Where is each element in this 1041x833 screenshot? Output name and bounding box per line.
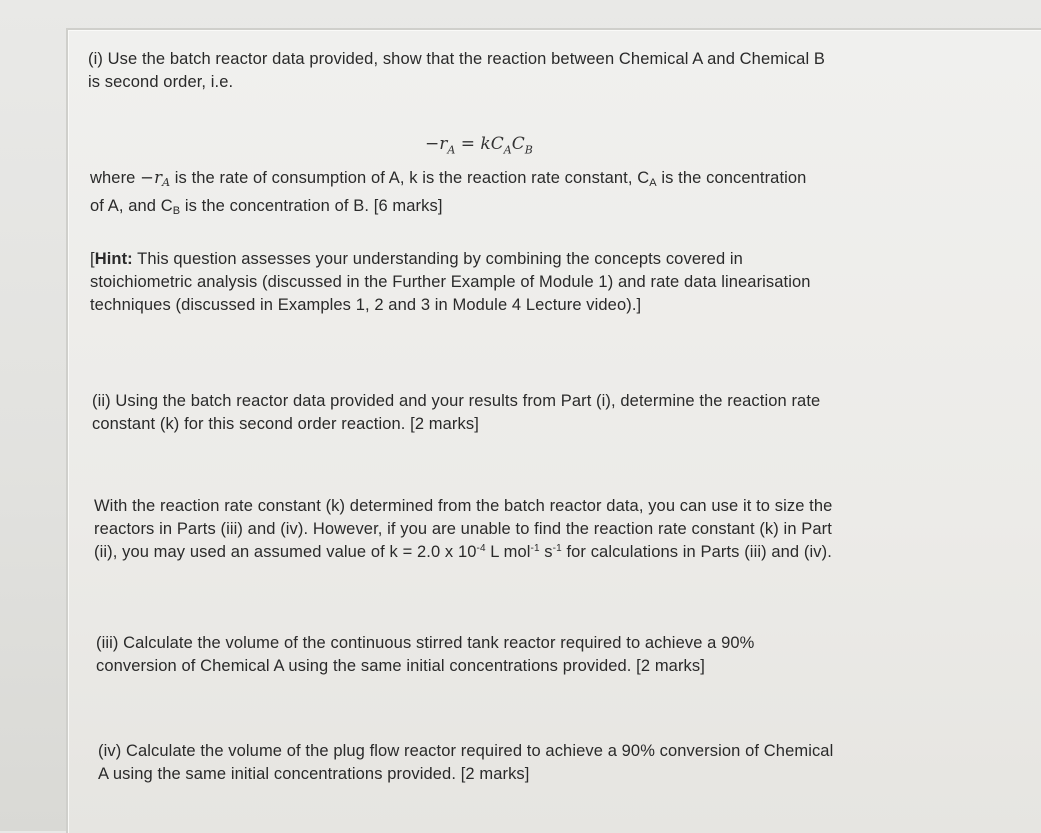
note-text-a: (ii), you may used an assumed value of k = 2.0 x 10 bbox=[94, 543, 477, 561]
definitions-line-2 bbox=[90, 195, 921, 223]
hint-line-2: stoichiometric analysis (discussed in the Further Example of Module 1) and rate data linearisation bbox=[90, 273, 811, 291]
part-iii-question bbox=[96, 632, 921, 678]
note-line-1: With the reaction rate constant (k) determined from the batch reactor data, you can use it to size the bbox=[94, 497, 833, 515]
part-iv-question bbox=[98, 740, 921, 786]
def-ca-sub: A bbox=[649, 177, 657, 189]
def-minus: − bbox=[140, 168, 155, 187]
eq-r: r bbox=[439, 134, 448, 154]
def-cb-sub: B bbox=[172, 205, 181, 217]
note-text-d: for calculations in Parts (iii) and (iv). bbox=[561, 543, 832, 561]
note-exp-2: -1 bbox=[530, 543, 540, 554]
part-iv-line-1: (iv) Calculate the volume of the plug flow reactor required to achieve a 90% conversion of Chemical bbox=[98, 742, 834, 760]
part-iii-line-2: conversion of Chemical A using the same initial concentrations provided. [2 marks] bbox=[96, 657, 705, 675]
eq-k: k bbox=[480, 134, 491, 154]
eq-c-a: C bbox=[490, 134, 504, 154]
part-ii-line-1: (ii) Using the batch reactor data provided and your results from Part (i), determine the reaction rate bbox=[92, 392, 821, 410]
def-text-2: is the concentration bbox=[656, 169, 807, 187]
eq-sub-a: A bbox=[447, 143, 456, 157]
eq-c-a-sub: A bbox=[503, 143, 512, 157]
definitions-line-1 bbox=[90, 166, 921, 195]
def-text-3: of A, and C bbox=[90, 197, 173, 215]
note-text-c: s bbox=[539, 543, 553, 561]
part-i-question bbox=[88, 48, 921, 94]
def-where: where bbox=[90, 169, 141, 187]
eq-equals: = bbox=[455, 134, 481, 154]
eq-c-b-sub: B bbox=[524, 143, 533, 157]
variable-definitions bbox=[90, 166, 921, 223]
hint-line-3: techniques (discussed in Examples 1, 2 and 3 in Module 4 Lecture video).] bbox=[90, 296, 642, 314]
part-ii-line-2: constant (k) for this second order reaction. [2 marks] bbox=[92, 415, 479, 433]
eq-c-b: C bbox=[511, 134, 525, 154]
part-i-line-2: is second order, i.e. bbox=[88, 73, 234, 91]
hint-paragraph bbox=[90, 248, 921, 317]
def-text-1: is the rate of consumption of A, k is the reaction rate constant, C bbox=[170, 169, 650, 187]
note-exp-3: -1 bbox=[552, 543, 562, 554]
part-ii-question bbox=[92, 390, 921, 436]
def-r: r bbox=[154, 168, 163, 187]
assumed-value-note bbox=[94, 495, 921, 564]
note-line-3 bbox=[94, 541, 921, 564]
def-r-sub: A bbox=[162, 176, 171, 189]
note-exp-1: -4 bbox=[476, 543, 486, 554]
hint-bracket: [ bbox=[90, 250, 95, 268]
note-line-2: reactors in Parts (iii) and (iv). However, if you are unable to find the reaction rate constant (k) in Part bbox=[94, 520, 832, 538]
hint-line-1 bbox=[90, 248, 921, 271]
eq-minus: − bbox=[425, 134, 440, 154]
def-text-4: is the concentration of B. [6 marks] bbox=[180, 197, 443, 215]
hint-label: Hint: bbox=[94, 250, 133, 268]
note-text-b: L mol bbox=[485, 543, 531, 561]
rate-law-equation bbox=[425, 134, 533, 156]
part-i-line-1: (i) Use the batch reactor data provided, show that the reaction between Chemical A and Chemical B bbox=[88, 50, 826, 68]
part-iv-line-2: A using the same initial concentrations provided. [2 marks] bbox=[98, 765, 530, 783]
hint-text-1: This question assesses your understanding by combining the concepts covered in bbox=[132, 250, 743, 268]
part-iii-line-1: (iii) Calculate the volume of the continuous stirred tank reactor required to achieve a 90% bbox=[96, 634, 755, 652]
